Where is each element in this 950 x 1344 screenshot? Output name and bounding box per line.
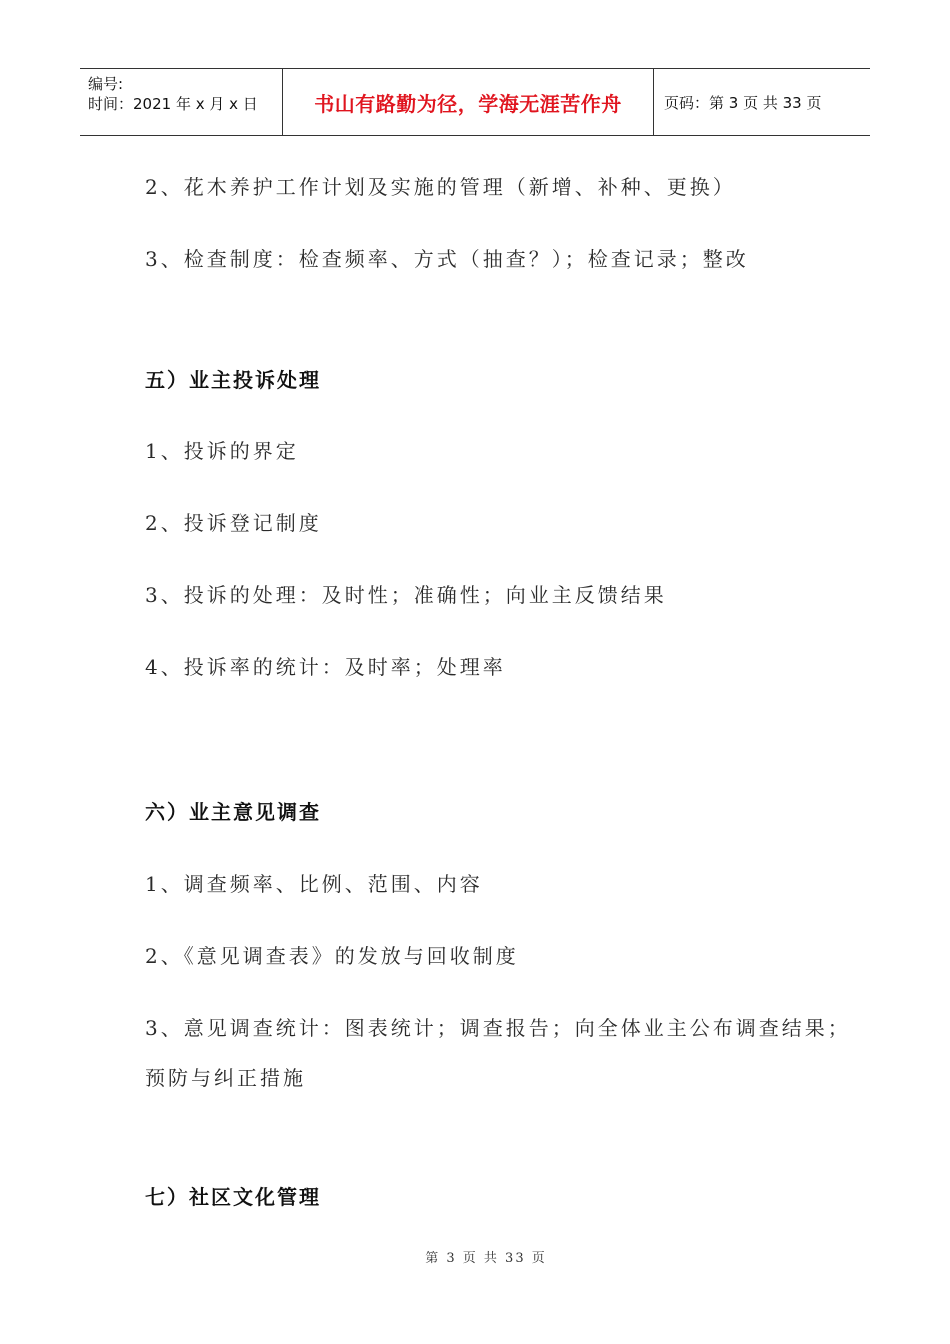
header-motto-cell <box>282 69 654 135</box>
paragraph-item: 2、花木养护工作计划及实施的管理（新增、补种、更换） <box>145 175 736 199</box>
document-date-label: 时间：2021 年 x 月 x 日 <box>88 95 258 113</box>
paragraph-continuation: 预防与纠正措施 <box>145 1066 306 1090</box>
header-motto: 书山有路勤为径，学海无涯苦作舟 <box>314 91 622 116</box>
page-header <box>80 68 870 136</box>
paragraph-item: 4、投诉率的统计：及时率；处理率 <box>145 655 506 679</box>
paragraph-item: 3、投诉的处理：及时性；准确性；向业主反馈结果 <box>145 583 667 607</box>
section-heading: 六）业主意见调查 <box>145 800 321 824</box>
footer-page-number: 第 3 页 共 33 页 <box>425 1251 547 1266</box>
header-page-cell <box>654 69 870 135</box>
paragraph-item: 3、检查制度：检查频率、方式（抽查？）；检查记录；整改 <box>145 247 749 271</box>
paragraph-item: 2、《意见调查表》的发放与回收制度 <box>145 944 519 968</box>
paragraph-item: 3、意见调查统计：图表统计；调查报告；向全体业主公布调查结果； <box>145 1016 851 1040</box>
document-number-label: 编号: <box>88 75 124 93</box>
paragraph-item: 1、调查频率、比例、范围、内容 <box>145 872 483 896</box>
paragraph-item: 1、投诉的界定 <box>145 439 299 463</box>
page-footer <box>0 1247 950 1266</box>
header-page-number: 页码：第 3 页 共 33 页 <box>664 93 822 112</box>
section-heading: 五）业主投诉处理 <box>145 368 321 392</box>
header-meta <box>80 69 282 135</box>
paragraph-item: 2、投诉登记制度 <box>145 511 322 535</box>
section-heading: 七）社区文化管理 <box>145 1185 321 1209</box>
